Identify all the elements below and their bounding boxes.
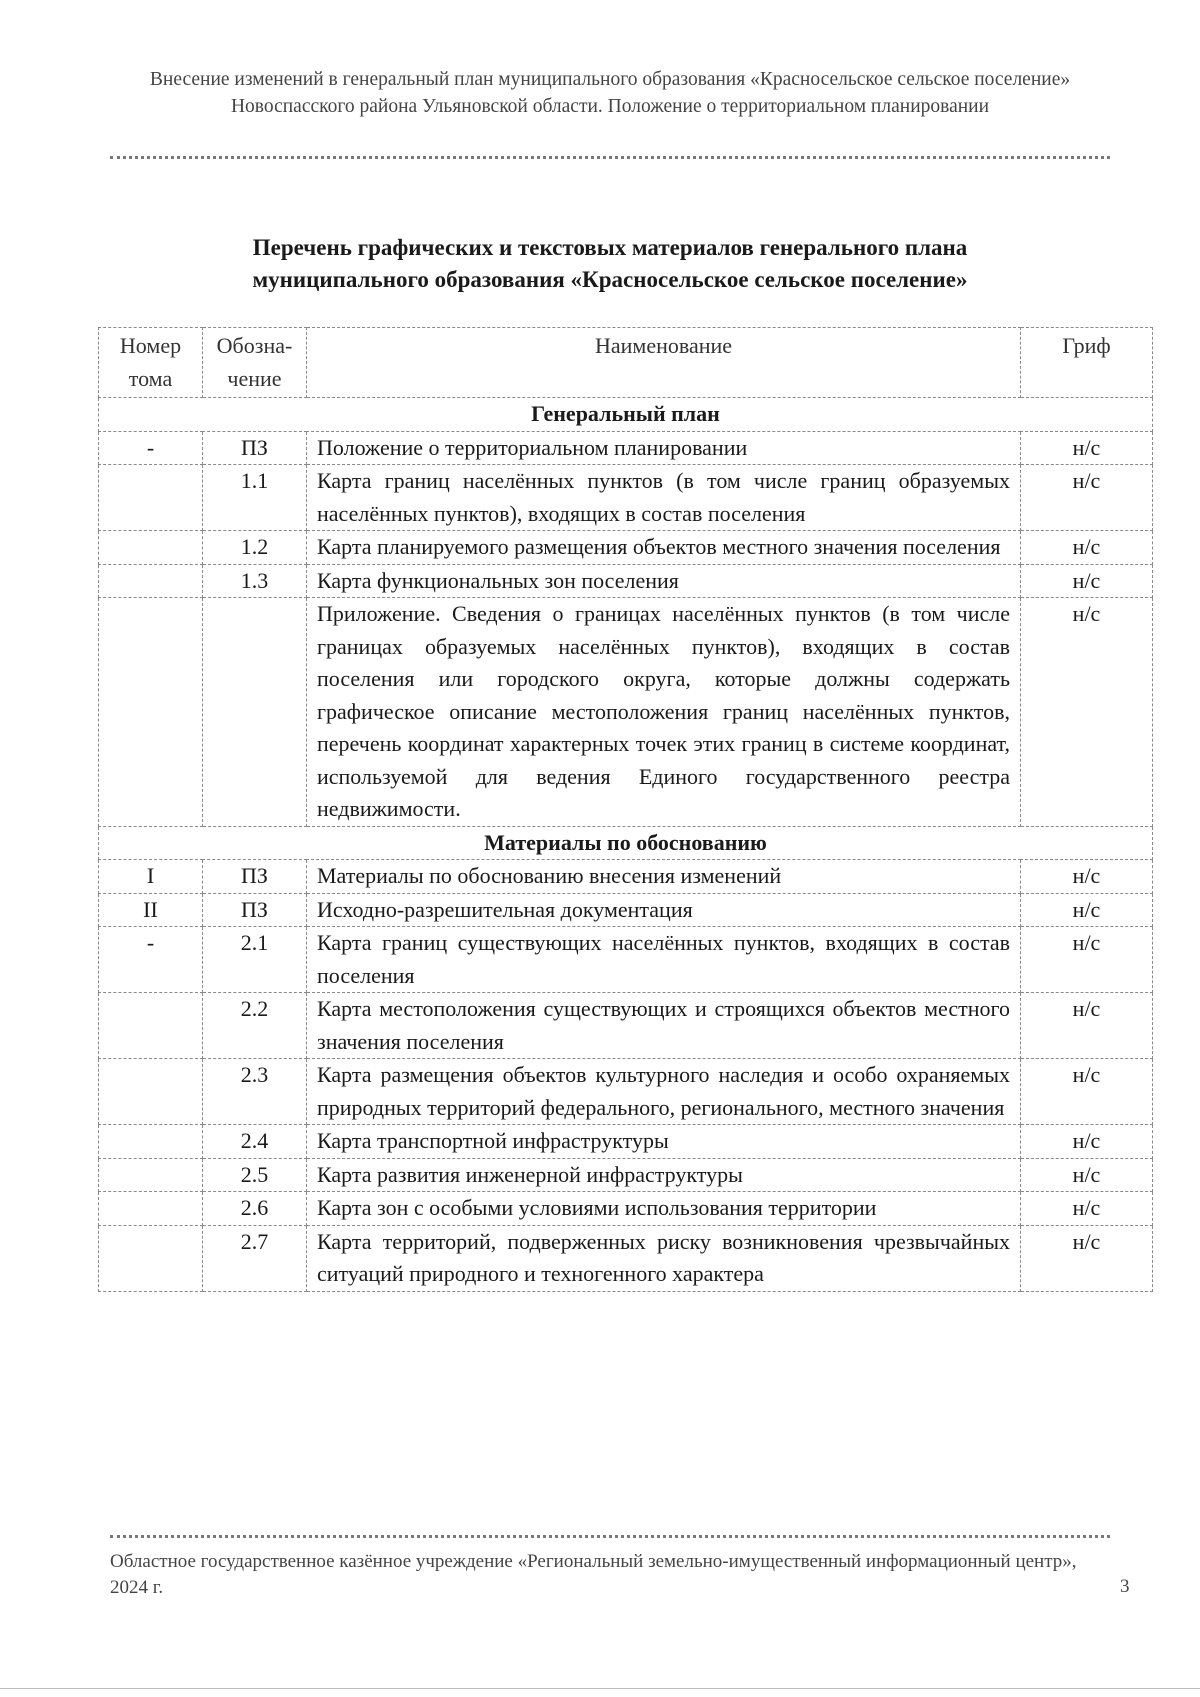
cell-grif: н/с	[1021, 927, 1153, 993]
cell-code	[203, 598, 307, 827]
cell-volume	[99, 993, 203, 1059]
cell-grif: н/с	[1021, 1158, 1153, 1192]
section-title: Материалы по обоснованию	[99, 826, 1153, 860]
cell-code: 2.4	[203, 1125, 307, 1159]
table-row	[99, 564, 1153, 598]
cell-grif: н/с	[1021, 1225, 1153, 1291]
section-row	[99, 826, 1153, 860]
cell-name: Карта территорий, подверженных риску возникновения чрезвычайных ситуаций природного и техногенного характера	[307, 1225, 1021, 1291]
cell-name: Карта зон с особыми условиями использования территории	[307, 1192, 1021, 1226]
cell-grif: н/с	[1021, 431, 1153, 465]
cell-grif: н/с	[1021, 1125, 1153, 1159]
column-header-name: Наименование	[307, 328, 1021, 398]
cell-volume	[99, 465, 203, 531]
table-row	[99, 993, 1153, 1059]
cell-volume: I	[99, 860, 203, 894]
section-title: Генеральный план	[99, 398, 1153, 432]
document-title	[150, 232, 1070, 296]
table-row	[99, 1059, 1153, 1125]
header-divider	[110, 156, 1110, 159]
cell-grif: н/с	[1021, 531, 1153, 565]
cell-code: 2.6	[203, 1192, 307, 1226]
cell-grif: н/с	[1021, 993, 1153, 1059]
table-header-row	[99, 328, 1153, 398]
cell-code: ПЗ	[203, 860, 307, 894]
cell-volume: -	[99, 927, 203, 993]
cell-code: 2.3	[203, 1059, 307, 1125]
table-row	[99, 1192, 1153, 1226]
title-line-1: Перечень графических и текстовых материалов генерального плана	[252, 235, 968, 260]
cell-code: 2.1	[203, 927, 307, 993]
table-row	[99, 1225, 1153, 1291]
cell-name: Приложение. Сведения о границах населённых пунктов (в том числе границах образуемых населённых пунктов), входящих в состав поселения или городского округа, которые должны содержать графическое описание местоположения границ населённых пунктов, перечень координат характерных точек этих границ в системе координат, используемой для ведения Единого государственного реестра недвижимости.	[307, 598, 1021, 827]
cell-name: Положение о территориальном планировании	[307, 431, 1021, 465]
cell-volume	[99, 531, 203, 565]
cell-grif: н/с	[1021, 564, 1153, 598]
cell-volume: II	[99, 893, 203, 927]
table-row	[99, 927, 1153, 993]
cell-grif: н/с	[1021, 1059, 1153, 1125]
cell-grif: н/с	[1021, 893, 1153, 927]
cell-volume	[99, 1192, 203, 1226]
cell-name: Карта планируемого размещения объектов местного значения поселения	[307, 531, 1021, 565]
scan-edge-line	[0, 1688, 1200, 1689]
cell-grif: н/с	[1021, 598, 1153, 827]
cell-code: ПЗ	[203, 431, 307, 465]
cell-code: 1.2	[203, 531, 307, 565]
cell-volume	[99, 598, 203, 827]
cell-name: Карта границ населённых пунктов (в том числе границ образуемых населённых пунктов), входящих в состав поселения	[307, 465, 1021, 531]
cell-code: ПЗ	[203, 893, 307, 927]
table-row	[99, 531, 1153, 565]
running-header: Внесение изменений в генеральный план муниципального образования «Красносельское сельское поселение» Новоспасского района Ульяновской области. Положение о территориальном планировании	[149, 69, 1071, 117]
column-header-grif: Гриф	[1021, 328, 1153, 398]
cell-name: Карта функциональных зон поселения	[307, 564, 1021, 598]
cell-volume	[99, 1125, 203, 1159]
cell-grif: н/с	[1021, 860, 1153, 894]
cell-code: 1.1	[203, 465, 307, 531]
running-footer: Областное государственное казённое учреждение «Региональный земельно-имущественный информационный центр», 2024 г.	[110, 1551, 1077, 1598]
table-row	[99, 598, 1153, 827]
footer-divider	[110, 1535, 1110, 1538]
table-body	[99, 398, 1153, 1292]
cell-grif: н/с	[1021, 465, 1153, 531]
cell-name: Материалы по обоснованию внесения изменений	[307, 860, 1021, 894]
table-row	[99, 1125, 1153, 1159]
cell-name: Карта транспортной инфраструктуры	[307, 1125, 1021, 1159]
table-row	[99, 1158, 1153, 1192]
table-row	[99, 431, 1153, 465]
cell-volume: -	[99, 431, 203, 465]
cell-code: 2.2	[203, 993, 307, 1059]
title-line-2: муниципального образования «Красносельское сельское поселение»	[252, 267, 968, 292]
cell-code: 1.3	[203, 564, 307, 598]
table-row	[99, 860, 1153, 894]
table-row	[99, 465, 1153, 531]
materials-table	[98, 327, 1153, 1292]
cell-code: 2.7	[203, 1225, 307, 1291]
cell-volume	[99, 1059, 203, 1125]
cell-name: Карта местоположения существующих и строящихся объектов местного значения поселения	[307, 993, 1021, 1059]
section-row	[99, 398, 1153, 432]
cell-code: 2.5	[203, 1158, 307, 1192]
column-header-code: Обозна-чение	[203, 328, 307, 398]
cell-volume	[99, 564, 203, 598]
cell-name: Исходно-разрешительная документация	[307, 893, 1021, 927]
cell-volume	[99, 1225, 203, 1291]
cell-name: Карта размещения объектов культурного наследия и особо охраняемых природных территорий федерального, регионального, местного значения	[307, 1059, 1021, 1125]
cell-name: Карта развития инженерной инфраструктуры	[307, 1158, 1021, 1192]
cell-name: Карта границ существующих населённых пунктов, входящих в состав поселения	[307, 927, 1021, 993]
table-row	[99, 893, 1153, 927]
cell-grif: н/с	[1021, 1192, 1153, 1226]
column-header-volume: Номер тома	[99, 328, 203, 398]
page-number: 3	[1120, 1576, 1130, 1597]
cell-volume	[99, 1158, 203, 1192]
